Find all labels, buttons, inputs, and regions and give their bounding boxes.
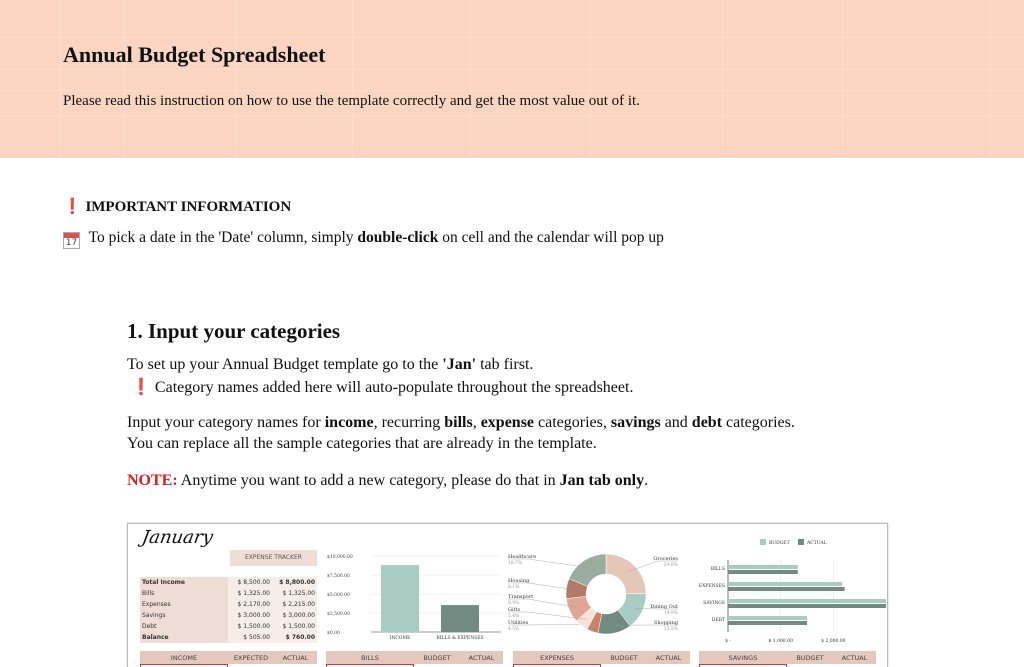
summary-cell: Savings: [140, 610, 228, 621]
summary-row: [140, 632, 317, 643]
month-title: January: [140, 527, 215, 548]
summary-cell: $ 3,000.00: [237, 612, 270, 619]
t: .: [644, 472, 649, 489]
template-preview-image: [127, 523, 888, 667]
summary-row: [140, 599, 317, 610]
slice-label: Gifts: [508, 607, 521, 613]
slice-percent: 5.4%: [508, 614, 520, 619]
table-header: [513, 651, 690, 664]
summary-cell: Bills: [140, 588, 228, 599]
text: To set up your Annual Budget template go to the: [127, 356, 443, 373]
t: bills: [444, 414, 473, 431]
slice-percent: 14.9%: [663, 611, 678, 616]
page-subtitle: Please read this instruction on how to use the template correctly and get the most value out of it.: [63, 93, 640, 109]
column-header: EXPENSES: [540, 653, 574, 662]
summary-cell: Total Income: [140, 577, 228, 588]
column-header: EXPECTED: [233, 653, 269, 662]
x-tick-label: BILLS & EXPENSES: [436, 636, 484, 641]
legend-swatch: [760, 539, 766, 545]
important-heading: [63, 197, 291, 216]
bar: [728, 565, 798, 569]
summary-cell: $ 1,325.00: [282, 590, 315, 597]
column-header: ACTUAL: [468, 653, 495, 662]
t: Jan tab only: [559, 472, 645, 489]
slice-percent: 24.8%: [663, 563, 678, 568]
x-tick-label: $ 2,000.00: [821, 639, 846, 644]
legend-label: BUDGET: [769, 541, 790, 546]
y-tick-label: $10,000.00: [327, 555, 353, 560]
summary-cell: $ 2,215.00: [282, 601, 315, 608]
summary-cell: Debt: [140, 621, 228, 632]
table-header: [326, 651, 503, 664]
slice-percent: 13.5%: [663, 627, 678, 632]
income-vs-expenses-chart: [323, 546, 503, 646]
slice-percent: 18.7%: [508, 561, 523, 566]
slice-label: Utilities: [508, 620, 529, 626]
summary-cell: $ 1,500.00: [237, 623, 270, 630]
expense-tracker-label: EXPENSE TRACKER: [230, 550, 317, 566]
column-header: INCOME: [170, 653, 198, 662]
t: debt: [691, 414, 723, 431]
bar: [441, 605, 479, 632]
t: categories.: [722, 414, 795, 431]
summary-row: [140, 588, 317, 599]
x-tick-label: $ 1,000.00: [768, 639, 793, 644]
summary-cell: $ 1,325.00: [237, 590, 270, 597]
y-tick-label: $7,500.00: [327, 574, 350, 579]
text: To pick a date in the 'Date' column, simply: [85, 229, 358, 246]
t: and: [660, 414, 692, 431]
slice-percent: 8.1%: [508, 585, 520, 590]
slice-label: Dining Out: [650, 604, 678, 610]
paragraph: [127, 414, 795, 432]
y-tick-label: BILLS: [710, 567, 725, 572]
x-tick-label: INCOME: [389, 636, 411, 641]
summary-cell: Expenses: [140, 599, 228, 610]
t: categories,: [534, 414, 611, 431]
column-header: ACTUAL: [841, 653, 868, 662]
slice-label: Shopping: [653, 620, 678, 626]
column-header: BILLS: [361, 653, 379, 662]
column-header: ACTUAL: [655, 653, 682, 662]
bar: [381, 565, 419, 632]
table-header: [140, 651, 317, 664]
t: savings: [610, 414, 661, 431]
header-banner: [0, 0, 1024, 158]
text-bold: 'Jan': [442, 356, 477, 373]
summary-cell: $ 1,500.00: [282, 623, 315, 630]
column-header: BUDGET: [796, 653, 824, 662]
column-header: BUDGET: [423, 653, 451, 662]
x-tick-label: $ -: [725, 639, 731, 644]
summary-cell: $ 8,500.00: [237, 579, 270, 586]
important-heading-text: IMPORTANT INFORMATION: [85, 199, 292, 215]
table-header: [699, 651, 876, 664]
t: , recurring: [373, 414, 445, 431]
y-tick-label: $5,000.00: [327, 593, 350, 598]
y-tick-label: EXPENSES: [698, 584, 725, 589]
calendar-icon: 17: [63, 232, 80, 249]
date-instruction: [63, 229, 664, 249]
slice-label: Healthcare: [508, 554, 537, 560]
column-header: ACTUAL: [282, 653, 309, 662]
exclamation-icon: ❗: [63, 199, 82, 215]
column-header: BUDGET: [610, 653, 638, 662]
paragraph: [127, 377, 633, 397]
text-bold: double-click: [357, 229, 439, 246]
expense-donut-chart: [508, 546, 688, 646]
t: ,: [472, 414, 481, 431]
donut-slice: [606, 554, 646, 594]
summary-cell: $ 2,170.00: [237, 601, 270, 608]
note-label: NOTE:: [127, 472, 178, 489]
summary-cell: $ 3,000.00: [282, 612, 315, 619]
slice-label: Transport: [508, 594, 534, 600]
slice-percent: 4.5%: [508, 627, 520, 632]
summary-table: [140, 577, 317, 643]
column-header: SAVINGS: [728, 653, 758, 662]
text: tab first.: [476, 356, 534, 373]
slice-percent: 9.9%: [508, 601, 520, 606]
t: Anytime you want to add a new category, please do that in: [177, 472, 560, 489]
paragraph: You can replace all the sample categories that are already in the template.: [127, 435, 597, 452]
y-tick-label: $2,500.00: [327, 612, 350, 617]
slice-label: Groceries: [653, 556, 678, 562]
summary-cell: Balance: [140, 632, 228, 643]
summary-cell: $ 505.00: [243, 634, 270, 641]
note: [127, 472, 648, 490]
t: income: [324, 414, 374, 431]
exclamation-icon: ❗: [127, 379, 151, 396]
summary-row: [140, 610, 317, 621]
slice-label: Housing: [508, 578, 530, 584]
summary-row: [140, 621, 317, 632]
section-title: 1. Input your categories: [127, 319, 341, 343]
t: Input your category names for: [127, 414, 325, 431]
bar: [728, 599, 886, 603]
summary-cell: $ 8,800.00: [279, 579, 315, 586]
budget-vs-actual-chart: [698, 536, 888, 648]
summary-row: [140, 577, 317, 588]
bar: [728, 587, 845, 591]
text: on cell and the calendar will pop up: [438, 229, 664, 246]
y-tick-label: SAVINGS: [703, 601, 725, 606]
legend-swatch: [798, 539, 804, 545]
bar: [728, 616, 807, 620]
bar: [728, 604, 886, 608]
bar: [728, 582, 842, 586]
y-tick-label: $0.00: [327, 631, 340, 636]
legend-label: ACTUAL: [807, 541, 827, 546]
bar: [728, 621, 807, 625]
paragraph: [127, 356, 533, 374]
t: expense: [480, 414, 535, 431]
text: Category names added here will auto-populate throughout the spreadsheet.: [150, 379, 634, 396]
summary-cell: $ 760.00: [285, 634, 315, 641]
y-tick-label: DEBT: [711, 618, 725, 623]
bar: [728, 570, 798, 574]
page-title: Annual Budget Spreadsheet: [63, 42, 326, 67]
